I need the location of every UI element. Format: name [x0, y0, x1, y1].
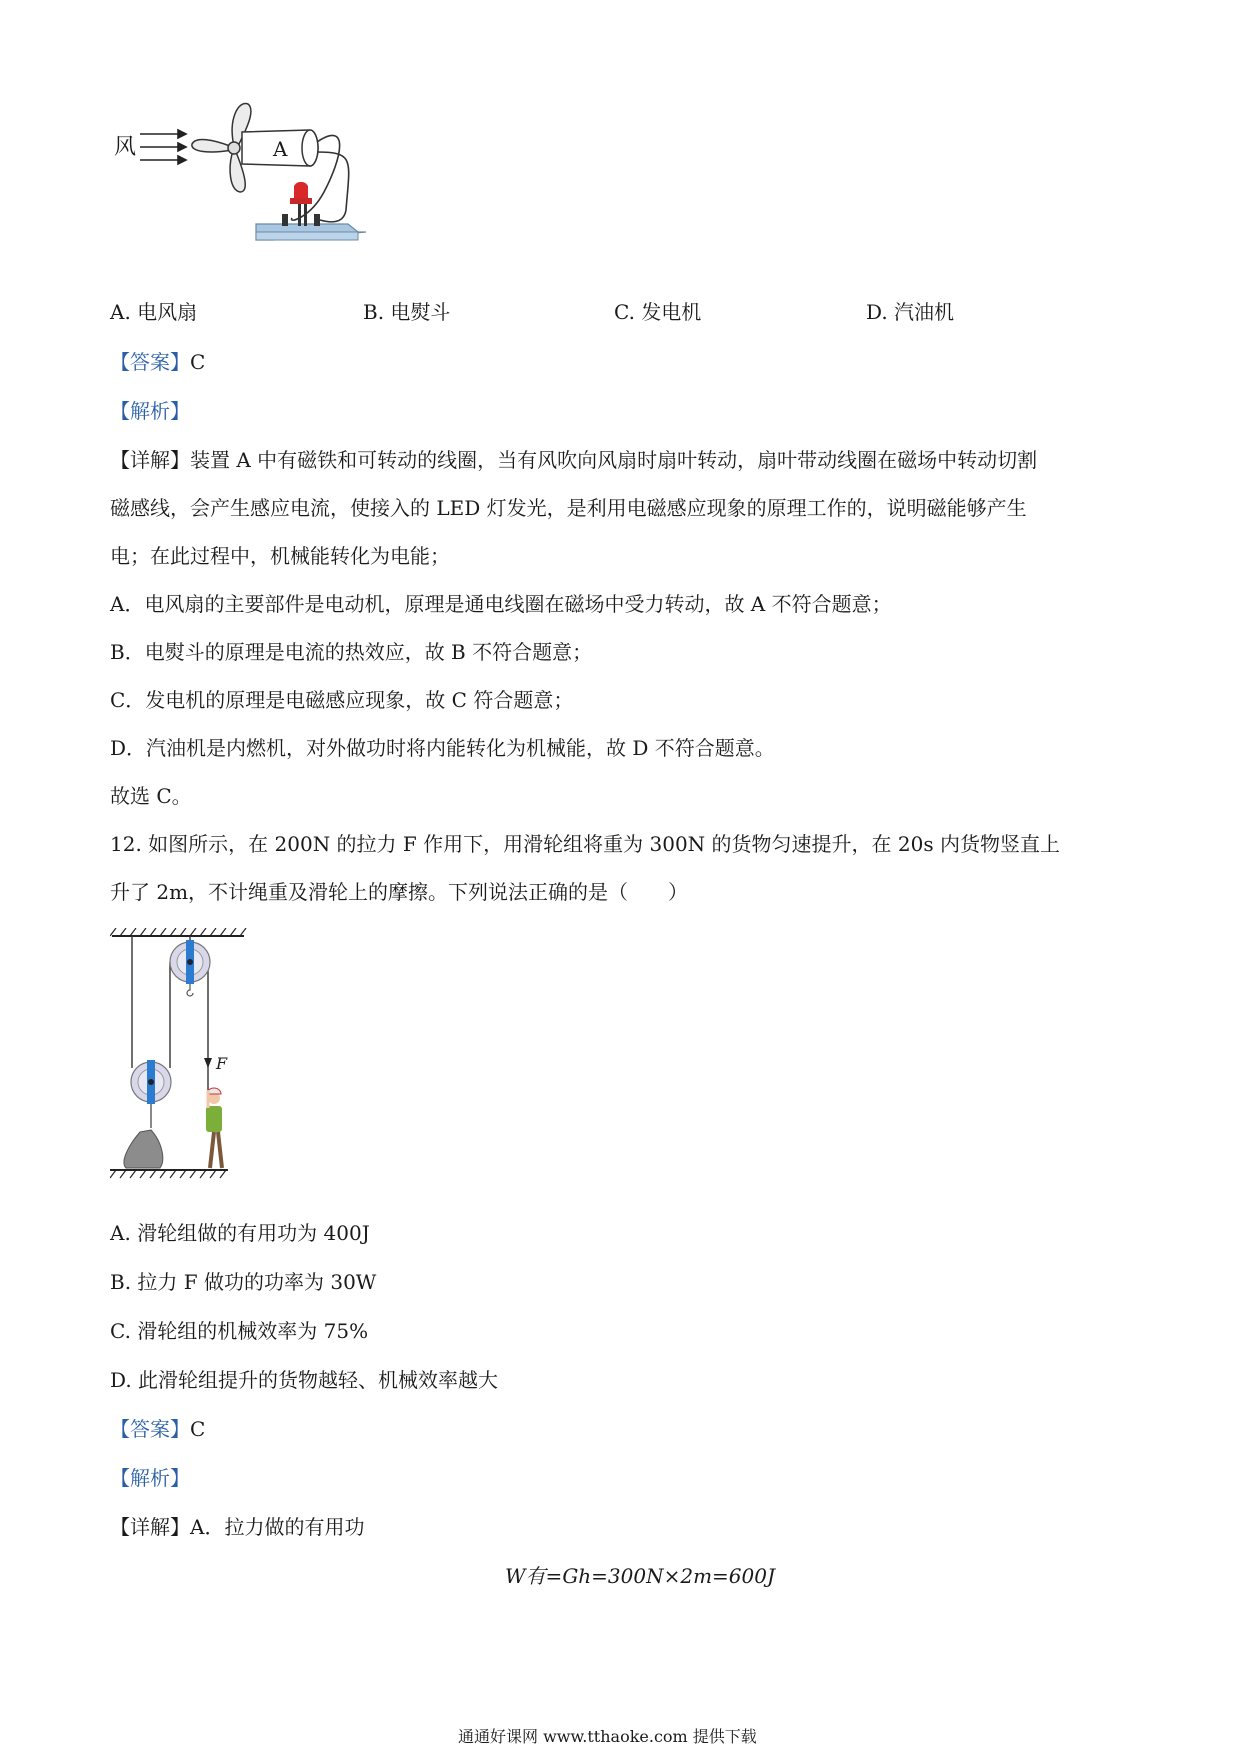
q11-answer: [110, 348, 205, 376]
wire-2: [317, 152, 349, 222]
answer-tag: 【答案】: [110, 350, 190, 374]
pulley-figure: [110, 928, 260, 1190]
q11-option-b: B. 电熨斗: [363, 300, 451, 324]
generator-diagram: [110, 100, 390, 275]
q12-stem-line-2: 升了 2m，不计绳重及滑轮上的摩擦。下列说法正确的是（ ）: [110, 880, 689, 904]
wind-label: 风: [114, 135, 137, 160]
fixed-pulley: [170, 940, 210, 996]
q11-detail-line-6: C．发电机的原理是电磁感应现象，故 C 符合题意；: [110, 688, 574, 712]
force-arrow: [204, 1058, 212, 1068]
q11-detail-line-2: 磁感线，会产生感应电流，使接入的 LED 灯发光，是利用电磁感应现象的原理工作的，说明磁能够产生: [110, 496, 1027, 520]
q12-option-a: A. 滑轮组做的有用功为 400J: [110, 1221, 370, 1245]
q11-detail-line-5: B．电熨斗的原理是电流的热效应，故 B 不符合题意；: [110, 640, 593, 664]
led-bulb: [282, 182, 320, 226]
q11-detail-line-4: A．电风扇的主要部件是电动机，原理是通电线圈在磁场中受力转动，故 A 不符合题意；: [110, 592, 892, 616]
wind-arrows: [140, 130, 186, 164]
wind-generator-figure: [110, 100, 390, 275]
answer-value: C: [190, 350, 206, 374]
useful-work-formula: W有=Gh=300N×2m=600J: [505, 1564, 775, 1588]
q11-option-a: A. 电风扇: [110, 300, 198, 324]
q12-option-b: B. 拉力 F 做功的功率为 30W: [110, 1270, 377, 1294]
q11-detail-line-7: D．汽油机是内燃机，对外做功时将内能转化为机械能，故 D 不符合题意。: [110, 736, 775, 760]
q12-option-d: D. 此滑轮组提升的货物越轻、机械效率越大: [110, 1368, 499, 1392]
q12-option-c: C. 滑轮组的机械效率为 75%: [110, 1319, 369, 1343]
q12-stem-line-1: 12. 如图所示，在 200N 的拉力 F 作用下，用滑轮组将重为 300N 的货物匀速提升，在 20s 内货物竖直上: [110, 832, 1060, 856]
q11-option-d: D. 汽油机: [866, 300, 955, 324]
page-footer: 通通好课网 www.tthaoke.com 提供下载: [458, 1727, 757, 1746]
q11-detail-line-1: 【详解】装置 A 中有磁铁和可转动的线圈，当有风吹向风扇时扇叶转动，扇叶带动线圈在磁场中转动切割: [110, 448, 1038, 472]
q12-detail-line-1: 【详解】A．拉力做的有用功: [110, 1515, 365, 1539]
q11-option-c: C. 发电机: [614, 300, 702, 324]
pulley-diagram: [110, 928, 260, 1190]
answer-value: C: [190, 1417, 206, 1441]
q11-detail-line-8: 故选 C。: [110, 784, 192, 808]
person-figure: [206, 1088, 222, 1168]
q12-analysis-tag: 【解析】: [110, 1466, 190, 1490]
answer-tag: 【答案】: [110, 1417, 190, 1441]
cargo-load: [124, 1130, 163, 1168]
q11-detail-line-3: 电；在此过程中，机械能转化为电能；: [110, 544, 450, 568]
device-a-label: A: [273, 137, 288, 161]
movable-pulley: [131, 1060, 171, 1128]
force-label: F: [216, 1054, 228, 1073]
q12-answer: [110, 1415, 205, 1443]
q11-analysis-tag: 【解析】: [110, 399, 190, 423]
fan-hub: [228, 142, 240, 154]
